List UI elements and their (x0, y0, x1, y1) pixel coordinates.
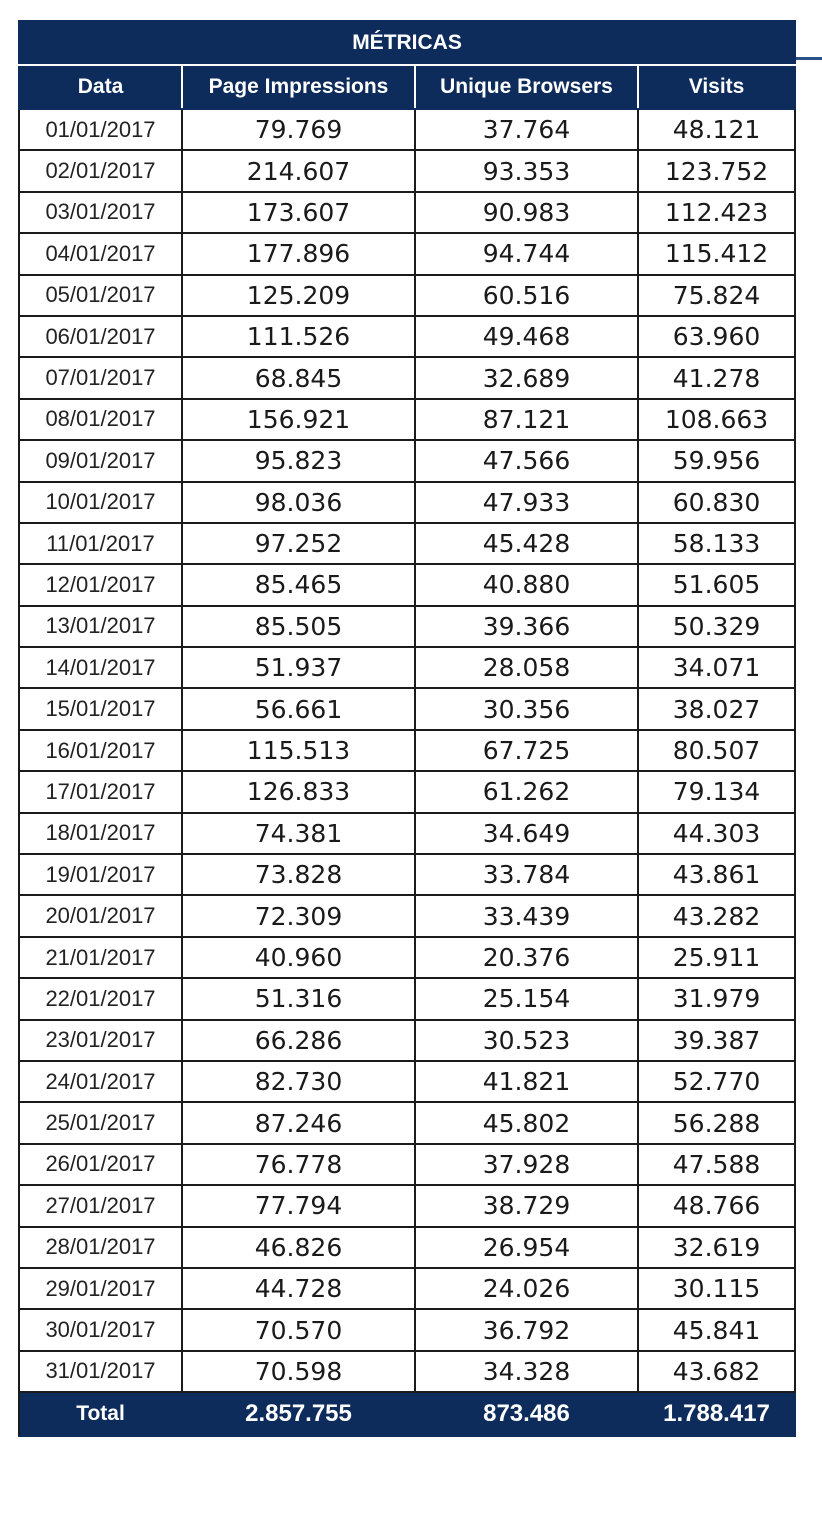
cell-unique-browsers: 47.933 (415, 482, 638, 523)
cell-date: 29/01/2017 (19, 1268, 182, 1309)
cell-page-impressions: 82.730 (182, 1061, 415, 1102)
cell-visits: 30.115 (638, 1268, 795, 1309)
cell-unique-browsers: 37.764 (415, 109, 638, 150)
cell-unique-browsers: 30.523 (415, 1020, 638, 1061)
cell-visits: 52.770 (638, 1061, 795, 1102)
total-row (19, 1392, 795, 1436)
accent-line (792, 57, 822, 60)
table-row (19, 606, 795, 647)
cell-visits: 80.507 (638, 730, 795, 771)
table-row (19, 1309, 795, 1350)
cell-visits: 25.911 (638, 937, 795, 978)
table-row (19, 357, 795, 398)
cell-page-impressions: 177.896 (182, 233, 415, 274)
table-row (19, 978, 795, 1019)
cell-unique-browsers: 20.376 (415, 937, 638, 978)
table-row (19, 854, 795, 895)
cell-date: 17/01/2017 (19, 771, 182, 812)
table-row (19, 1268, 795, 1309)
cell-visits: 63.960 (638, 316, 795, 357)
cell-date: 30/01/2017 (19, 1309, 182, 1350)
cell-date: 18/01/2017 (19, 813, 182, 854)
cell-page-impressions: 73.828 (182, 854, 415, 895)
cell-unique-browsers: 90.983 (415, 192, 638, 233)
column-header-visits: Visits (638, 65, 795, 109)
title-row (19, 21, 795, 65)
cell-visits: 48.121 (638, 109, 795, 150)
cell-visits: 43.682 (638, 1351, 795, 1392)
table-row (19, 523, 795, 564)
table-row (19, 937, 795, 978)
cell-date: 06/01/2017 (19, 316, 182, 357)
cell-date: 20/01/2017 (19, 895, 182, 936)
cell-visits: 50.329 (638, 606, 795, 647)
cell-page-impressions: 85.465 (182, 564, 415, 605)
table-row (19, 440, 795, 481)
cell-date: 22/01/2017 (19, 978, 182, 1019)
cell-visits: 58.133 (638, 523, 795, 564)
cell-unique-browsers: 33.784 (415, 854, 638, 895)
table-row (19, 647, 795, 688)
cell-page-impressions: 95.823 (182, 440, 415, 481)
table-row (19, 688, 795, 729)
cell-page-impressions: 126.833 (182, 771, 415, 812)
cell-page-impressions: 46.826 (182, 1227, 415, 1268)
total-unique-browsers: 873.486 (415, 1392, 638, 1436)
cell-visits: 47.588 (638, 1144, 795, 1185)
cell-visits: 59.956 (638, 440, 795, 481)
cell-unique-browsers: 28.058 (415, 647, 638, 688)
table-row (19, 192, 795, 233)
cell-page-impressions: 125.209 (182, 275, 415, 316)
cell-date: 31/01/2017 (19, 1351, 182, 1392)
cell-visits: 123.752 (638, 150, 795, 191)
table-row (19, 1102, 795, 1143)
cell-page-impressions: 74.381 (182, 813, 415, 854)
cell-date: 02/01/2017 (19, 150, 182, 191)
cell-date: 07/01/2017 (19, 357, 182, 398)
cell-page-impressions: 214.607 (182, 150, 415, 191)
cell-unique-browsers: 39.366 (415, 606, 638, 647)
cell-unique-browsers: 37.928 (415, 1144, 638, 1185)
table-row (19, 1061, 795, 1102)
cell-date: 03/01/2017 (19, 192, 182, 233)
cell-page-impressions: 115.513 (182, 730, 415, 771)
cell-date: 05/01/2017 (19, 275, 182, 316)
cell-visits: 44.303 (638, 813, 795, 854)
table-row (19, 771, 795, 812)
cell-page-impressions: 56.661 (182, 688, 415, 729)
table-row (19, 482, 795, 523)
cell-date: 19/01/2017 (19, 854, 182, 895)
table-row (19, 895, 795, 936)
cell-unique-browsers: 49.468 (415, 316, 638, 357)
cell-visits: 38.027 (638, 688, 795, 729)
cell-visits: 48.766 (638, 1185, 795, 1226)
cell-date: 26/01/2017 (19, 1144, 182, 1185)
table-row (19, 150, 795, 191)
total-visits: 1.788.417 (638, 1392, 795, 1436)
cell-unique-browsers: 61.262 (415, 771, 638, 812)
cell-unique-browsers: 34.649 (415, 813, 638, 854)
cell-date: 09/01/2017 (19, 440, 182, 481)
cell-visits: 45.841 (638, 1309, 795, 1350)
table-row (19, 275, 795, 316)
header-row (19, 65, 795, 109)
table-row (19, 399, 795, 440)
cell-visits: 56.288 (638, 1102, 795, 1143)
cell-unique-browsers: 40.880 (415, 564, 638, 605)
cell-unique-browsers: 34.328 (415, 1351, 638, 1392)
cell-unique-browsers: 38.729 (415, 1185, 638, 1226)
table-title: MÉTRICAS (19, 21, 795, 65)
cell-date: 04/01/2017 (19, 233, 182, 274)
cell-date: 13/01/2017 (19, 606, 182, 647)
cell-visits: 43.282 (638, 895, 795, 936)
cell-visits: 41.278 (638, 357, 795, 398)
table-row (19, 1020, 795, 1061)
cell-page-impressions: 68.845 (182, 357, 415, 398)
cell-page-impressions: 72.309 (182, 895, 415, 936)
cell-unique-browsers: 36.792 (415, 1309, 638, 1350)
cell-page-impressions: 51.937 (182, 647, 415, 688)
cell-unique-browsers: 30.356 (415, 688, 638, 729)
table-row (19, 233, 795, 274)
cell-date: 16/01/2017 (19, 730, 182, 771)
cell-date: 11/01/2017 (19, 523, 182, 564)
table-row (19, 1227, 795, 1268)
cell-page-impressions: 87.246 (182, 1102, 415, 1143)
cell-visits: 43.861 (638, 854, 795, 895)
table-body (19, 109, 795, 1392)
cell-page-impressions: 70.570 (182, 1309, 415, 1350)
cell-page-impressions: 85.505 (182, 606, 415, 647)
cell-date: 12/01/2017 (19, 564, 182, 605)
table-row (19, 316, 795, 357)
metrics-table (18, 20, 796, 1437)
cell-unique-browsers: 60.516 (415, 275, 638, 316)
cell-page-impressions: 98.036 (182, 482, 415, 523)
total-label: Total (19, 1392, 182, 1436)
table-row (19, 730, 795, 771)
cell-visits: 34.071 (638, 647, 795, 688)
cell-page-impressions: 97.252 (182, 523, 415, 564)
cell-date: 08/01/2017 (19, 399, 182, 440)
cell-visits: 108.663 (638, 399, 795, 440)
cell-date: 27/01/2017 (19, 1185, 182, 1226)
column-header-page-impressions: Page Impressions (182, 65, 415, 109)
cell-unique-browsers: 47.566 (415, 440, 638, 481)
cell-unique-browsers: 93.353 (415, 150, 638, 191)
cell-page-impressions: 77.794 (182, 1185, 415, 1226)
cell-unique-browsers: 24.026 (415, 1268, 638, 1309)
cell-visits: 79.134 (638, 771, 795, 812)
cell-unique-browsers: 32.689 (415, 357, 638, 398)
cell-visits: 31.979 (638, 978, 795, 1019)
cell-unique-browsers: 45.802 (415, 1102, 638, 1143)
cell-visits: 32.619 (638, 1227, 795, 1268)
cell-date: 28/01/2017 (19, 1227, 182, 1268)
cell-date: 21/01/2017 (19, 937, 182, 978)
cell-page-impressions: 76.778 (182, 1144, 415, 1185)
cell-unique-browsers: 94.744 (415, 233, 638, 274)
cell-page-impressions: 173.607 (182, 192, 415, 233)
cell-page-impressions: 70.598 (182, 1351, 415, 1392)
column-header-date: Data (19, 65, 182, 109)
cell-unique-browsers: 26.954 (415, 1227, 638, 1268)
cell-unique-browsers: 45.428 (415, 523, 638, 564)
cell-page-impressions: 44.728 (182, 1268, 415, 1309)
table-row (19, 564, 795, 605)
column-header-unique-browsers: Unique Browsers (415, 65, 638, 109)
cell-date: 25/01/2017 (19, 1102, 182, 1143)
table-row (19, 1351, 795, 1392)
cell-visits: 51.605 (638, 564, 795, 605)
cell-date: 24/01/2017 (19, 1061, 182, 1102)
total-page-impressions: 2.857.755 (182, 1392, 415, 1436)
cell-page-impressions: 51.316 (182, 978, 415, 1019)
cell-visits: 75.824 (638, 275, 795, 316)
cell-page-impressions: 40.960 (182, 937, 415, 978)
table-row (19, 109, 795, 150)
cell-date: 10/01/2017 (19, 482, 182, 523)
cell-page-impressions: 66.286 (182, 1020, 415, 1061)
cell-date: 14/01/2017 (19, 647, 182, 688)
cell-unique-browsers: 25.154 (415, 978, 638, 1019)
table-row (19, 1144, 795, 1185)
table-row (19, 1185, 795, 1226)
cell-page-impressions: 111.526 (182, 316, 415, 357)
cell-visits: 112.423 (638, 192, 795, 233)
table-row (19, 813, 795, 854)
cell-date: 01/01/2017 (19, 109, 182, 150)
cell-visits: 115.412 (638, 233, 795, 274)
cell-date: 15/01/2017 (19, 688, 182, 729)
cell-unique-browsers: 41.821 (415, 1061, 638, 1102)
cell-unique-browsers: 67.725 (415, 730, 638, 771)
cell-unique-browsers: 87.121 (415, 399, 638, 440)
cell-visits: 60.830 (638, 482, 795, 523)
cell-page-impressions: 79.769 (182, 109, 415, 150)
cell-visits: 39.387 (638, 1020, 795, 1061)
cell-unique-browsers: 33.439 (415, 895, 638, 936)
cell-date: 23/01/2017 (19, 1020, 182, 1061)
cell-page-impressions: 156.921 (182, 399, 415, 440)
